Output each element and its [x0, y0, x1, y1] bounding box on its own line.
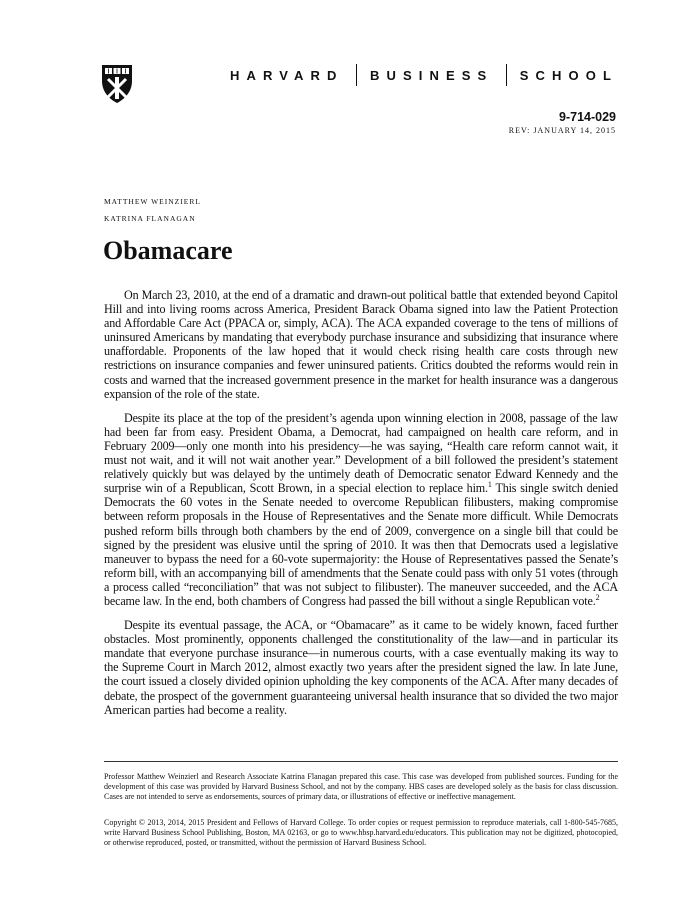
masthead-school: SCHOOL [519, 67, 618, 83]
masthead-divider [356, 64, 357, 86]
masthead-divider [506, 64, 507, 86]
footer-copyright: Copyright © 2013, 2014, 2015 President and Fellows of Harvard College. To order copies or request permission to reproduce materials, call 1-800-545-7685, write Harvard Business School Publishing, Boston, MA 02163, or go to www.hbsp.harvard.edu/educators. This publication may not be digitized, photocopied, or otherwise reproduced, posted, or transmitted, without the permission of Harvard Business School. [104, 818, 618, 847]
masthead-harvard: HARVARD [230, 67, 344, 83]
revision-date: REV: JANUARY 14, 2015 [508, 126, 616, 135]
masthead [230, 64, 618, 86]
author-name: MATTHEW WEINZIERL [104, 197, 201, 206]
footer-divider [104, 761, 618, 762]
author-name: KATRINA FLANAGAN [104, 214, 196, 223]
body-paragraph: Despite its eventual passage, the ACA, or “Obamacare” as it came to be widely known, faced further obstacles. Most prominently, opponents challenged the constitutionality of the law—and in particular its mandate that everyone purchase insurance—in numerous courts, with a case eventually making its way to the Supreme Court in March 2012, almost exactly two years after the president signed the law. In late June, the court issued a closely divided opinion upholding the key components of the ACA. After many decades of debate, the prospect of the government guaranteeing universal health insurance that so divided the two major American parties had become a reality. [104, 618, 618, 717]
footnote-marker: 1 [487, 480, 492, 490]
body-paragraph [104, 411, 618, 608]
body-paragraph: On March 23, 2010, at the end of a dramatic and drawn-out political battle that extended beyond Capitol Hill and into living rooms across America, President Barack Obama signed into law the Patient Protection and Affordable Care Act (PPACA or, simply, ACA). The ACA expanded coverage to the tens of millions of uninsured Americans by mandating that everybody purchase insurance and subsidizing that insurance where unaffordable. Proponents of the law hoped that it would check rising health care costs through new restrictions on insurance companies and fewer uninsured patients. Critics doubted the reforms would rein in costs and warned that the increased government presence in the market for health insurance was a dangerous expansion of the role of the state. [104, 288, 618, 401]
hbs-shield-icon [101, 64, 133, 104]
paragraph-text: Despite its place at the top of the president’s agenda upon winning election in 2008, passage of the law had been far from easy. President Obama, a Democrat, had campaigned on health care reform, and in February 2009—only one month into his presidency—he was saying, “Health care reform cannot wait, it must not wait, and it will not wait another year.” Development of a bill followed the president’s statement relatively quickly but was delayed by the untimely death of Democratic senator Edward Kennedy and the surprise win of a Republican, Scott Brown, in a special election to replace him. [104, 410, 618, 496]
footnote-marker: 2 [595, 592, 600, 602]
paragraph-text: This single switch denied Democrats the 60 votes in the Senate needed to overcome Republican filibusters, making compromise between reform proposals in the House of Representatives and the Senate more difficult. While Democrats pushed reform bills through both chambers by the end of 2009, convergence on a single bill that could be signed by the president was elusive until the spring of 2010. It was then that Democrats used a legislative maneuver to bypass the need for a 60-vote supermajority: the House of Representatives passed the Senate’s reform bill, with an accompanying bill of amendments that the Senate could pass with only 51 votes (through a process called “reconciliation” that was not subject to filibuster). The maneuver succeeded, and the ACA became law. In the end, both chambers of Congress had passed the bill without a single Republican vote. [104, 481, 618, 608]
case-body [104, 288, 618, 727]
masthead-business: BUSINESS [370, 67, 494, 83]
footer-note: Professor Matthew Weinzierl and Research Associate Katrina Flanagan prepared this case. This case was developed from published sources. Funding for the development of this case was provided by Harvard Business School, and not by the company. HBS cases are developed solely as the basis for class discussion. Cases are not intended to serve as endorsements, sources of primary data, or illustrations of effective or ineffective management. [104, 772, 618, 801]
case-title: Obamacare [103, 236, 233, 265]
case-number: 9-714-029 [559, 110, 616, 124]
